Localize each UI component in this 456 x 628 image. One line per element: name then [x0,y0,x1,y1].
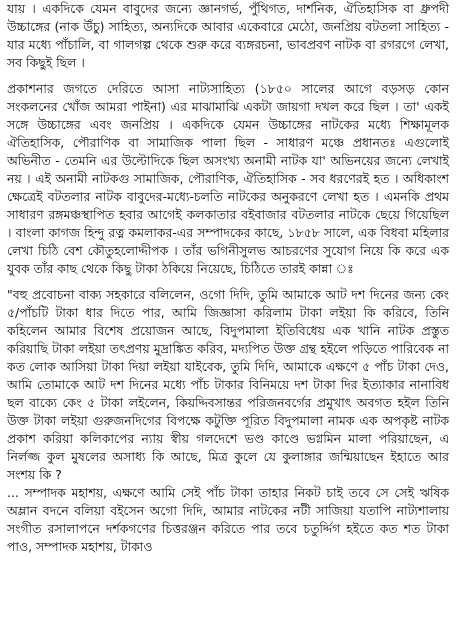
paragraph-drama-history: প্রকাশনার জগতে দেরিতে আসা নাট্যসাহিত্য (১৮৫০ সালের আগে বড়সড় কোন সংকলনের খোঁজ আমরা পাইনা) এর মাঝামাঝি একটা জায়গা দখল করে ছিল । তা' একই সঙ্গে উচ্চাঙ্গের এবং জনপ্রিয় । একদিকে যেমন উচ্চাঙ্গের নাটকের মধ্যে শিক্ষামূলক ঐতিহাসিক, পৌরাণিক বা সামাজিক পালা ছিল - সাধারণ মঞ্চে প্রধানতঃ এগুলোই অভিনীত - তেমনি এর উল্টোদিকে ছিল অসংখ্য অনামী নাটক যা' অভিনয়ের জন্যে লেখাই নয় । এই অনামী নাটকগু সামাজিক, পৌরাণিক, ঐতিহাসিক - সব ধরণেরই হত । অধিকাংশ ক্ষেত্রেই বটতলার নাটক বাবুদের-মধ্যে-চলতি নাটকের অনুকরণে লেখা হত । এমনকি প্রথম সাধারণ রঙ্গমঞ্চস্থাপিত হবার আগেই কলকাতার বইবাজার বটতলার নাটকে ছেয়ে গিয়েছিল । বাংলা কাগজ হিন্দু রত্ন কমলাকর-এর সম্পাদকের কাছে, ১৮৫৮ সালে, এক বিধবা মহিলার লেখা চিঠি বেশ কৌতুহলোদ্দীপক । তাঁর ভগিনীসুলভ আচরণের সুযোগ নিয়ে কি করে এক যুবক তাঁর কাছ থেকে কিছু টাকা ঠকিয়ে নিয়েছে, চিঠিতে তারই কান্না ঃ [7,81,449,276]
quoted-letter-continued: ... সম্পাদক মহাশয়, এক্ষণে আমি সেই পাঁচ টাকা তাহার নিকট চাই তবে সে সেই ঋষিক অম্লান বদনে বলিয়া বইসেন অগো দিদি, আমার নাটকের নটী সাজিয়া যতাপি নাট্যশালায় সংগীত রসালাপনে দর্শকগণের চিত্তরঞ্জন করিতে পার তবে চতুর্দ্দিগ হইতে কত শত টাকা পাও, সম্পাদক মহাশয়, টাকাও [7,485,449,554]
quoted-letter: "বহু প্রবোচনা বাক্য সহকারে বলিলেন, ওগো দিদি, তুমি আমাকে আট দশ দিনের জন্য কেং ৫/পাঁচটি টাকা ধার দিতে পার, আমি জিজ্ঞাসা করিলাম টাকা লইয়া কি করিবে, তিনি কহিলেন আমার বিশেষ প্রয়োজন আছে, বিদুপমালা ইতিবিধেয় এক খানি নাটক প্রস্তুত করিয়াছি টাকা লইয়া তৎপ্রণয় মুদ্রাঙ্কিত করিব, মদ্যপিত উক্ত গ্রন্থ হইলে পড়িতে পারিবেক না কত লোক আসিয়া টাকা দিয়া লইয়া যাইবেক, তুমি দিদি, আমাকে এক্ষণে ৫ পাঁচ টাকা দেও, আমি তোমাকে আট দশ দিনের মধ্যে পাঁচ টাকার বিনিময়ে দশ টাকা দির ইত্যাকার নানাবিধ ছল বাক্যে কেং ৫ টাকা লইলেন, কিয়দ্দিবসান্তর পরিজনবর্গের প্রমুখাৎ অবগত হইল তিনি উক্ত টাকা লইয়া গুরুজনদিগের বিপক্ষে কটুক্তি পূরিত বিদুপমালা নামক এক অপকৃষ্ট নাটক প্রকাশ করিয়া কলিকাপের ন্যায় স্বীয় গলদেশে ভণ্ড কাণ্ডে ভগ্নমিন মালা পরিয়াছেন, এ নির্লজ্জ কুল মুষলের অসাধ্য কি আছে, মিত্র কুলে যে কুলাঙ্গার জন্মিয়াছেন ইহাতে আর সংশয় কি ? [7,287,449,482]
paragraph-intro: যায় । একদিকে যেমন বাবুদের জন্যে জ্ঞানগর্ভ, পুঁথিগত, দার্শনিক, ঐতিহাসিক বা ধ্রুপদী উচ্চাঙ্গের (নাক উঁচু) সাহিত্য, অন্যদিকে আবার একেবারে মেঠো, জনপ্রিয় বটতলা সাহিত্য - যার মধ্যে পাঁচালি, বা গালগল্প থেকে শুরু করে ব্যঙ্গরচনা, ভাবপ্রবণ নাটক বা রগরগে লেখা, সব কিছুই ছিল । [7,1,449,70]
